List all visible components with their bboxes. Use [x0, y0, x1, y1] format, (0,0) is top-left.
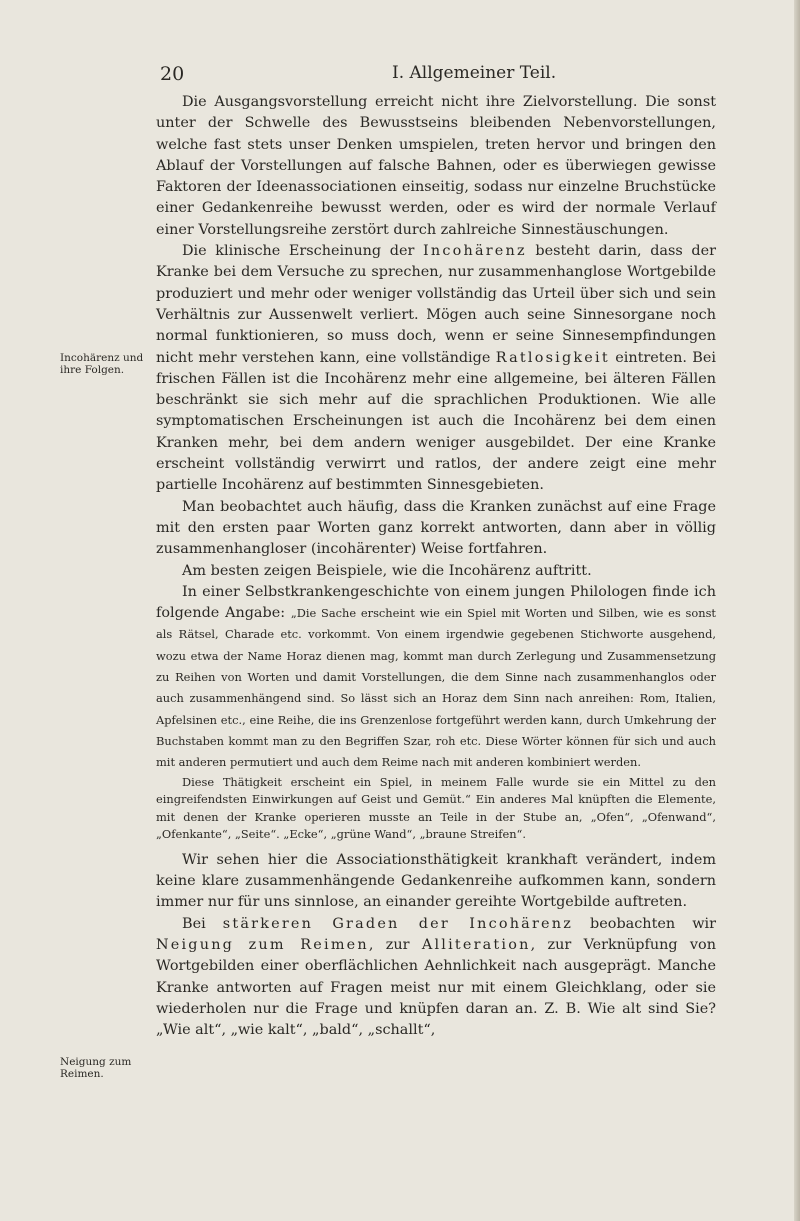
running-title: I. Allgemeiner Teil.: [392, 63, 557, 83]
paragraph-examples: Am besten zeigen Beispiele, wie die Incohärenz auftritt.: [182, 562, 592, 579]
text-run: eintreten. Bei frischen Fällen ist die Incohärenz mehr eine allgemeine, bei älteren Fällen beschränkt sie sich mehr auf die sprachlichen Produktionen. Wie alle symptomatischen Erscheinungen ist auch die Incohärenz bei dem einen Kranken mehr, bei dem andern weniger ausgebildet. Der eine Kranke erscheint vollständig verwirrt und ratlos, der andere zeigt eine mehr partielle Incohärenz auf bestimmten Sinnesgebieten.: [156, 349, 716, 494]
term-incoherence: Incohärenz: [423, 243, 527, 260]
text-run: , zur Verknüpfung von Wortgebilden einer oberflächlichen Aehnlichkeit nach ausgeprägt. Manche Kranke antworten auf Fragen meist nur mit einem Gleichklang, oder sie wiederholen nur die Frage und knüpfen daran an. Z. B. Wie alt sind Sie? „Wie alt“, „wie kalt“, „bald“, „schallt“,: [156, 937, 716, 1039]
term-alliteration: Alliteration: [421, 937, 531, 954]
body-text: [156, 92, 716, 1042]
paragraph-case: [156, 582, 716, 774]
paragraph-rhyming: [156, 914, 716, 1042]
term-rhyming: Neigung zum Reimen: [156, 937, 369, 954]
margin-note-rhyming: Neigung zum Reimen.: [60, 1056, 132, 1080]
margin-note-incoherence: Incohärenz und ihre Folgen.: [60, 352, 144, 376]
text-run: besteht darin, dass der Kranke bei dem Versuche zu sprechen, nur zusammenhanglose Wortgebilde produziert und mehr oder weniger vollständig das Urteil über sich und sein Verhältnis zur Aussenwelt verliert. Mögen auch seine Sinnesorgane noch normal funktionieren, so muss doch, wenn er seine Sinnesempfindungen nicht mehr verstehen kann, eine vollständige: [156, 243, 716, 366]
text-run: , zur: [368, 937, 422, 954]
term-ratlosigkeit: Ratlosigkeit: [495, 349, 610, 366]
term-stronger-degrees: stärkeren Graden der Incohärenz: [222, 915, 573, 932]
quote-continuation: Diese Thätigkeit erscheint ein Spiel, in meinem Falle wurde sie ein Mittel zu den eingreifendsten Einwirkungen auf Geist und Gemüt.“ Ein anderes Mal knüpften die Elemente, mit denen der Kranke operieren musste an Teile in der Stube an, „Ofen“, „Ofenwand“, „Ofenkante“, „Seite“. „Ecke“, „grüne Wand“, „braune Streifen“.: [156, 774, 716, 842]
page-number: 20: [160, 63, 185, 85]
paragraph-intro: Die Ausgangsvorstellung erreicht nicht ihre Zielvorstellung. Die sonst unter der Schwelle des Bewusstseins bleibenden Nebenvorstellungen, welche fast stets unser Denken umspielen, treten hervor und bringen den Ablauf der Vorstellungen auf falsche Bahnen, oder es überwiegen gewisse Faktoren der Ideenassociationen einseitig, sodass nur einzelne Bruchstücke einer Gedankenreihe bewusst werden, oder es wird der normale Verlauf einer Vorstellungsreihe zerstört durch zahlreiche Sinnestäuschungen.: [156, 94, 716, 238]
paragraph-association: Wir sehen hier die Associationsthätigkeit krankhaft verändert, indem keine klare zusammenhängende Gedankenreihe aufkommen kann, sondern immer nur für uns sinnlose, an einander gereihte Wortgebilde auftreten.: [156, 851, 716, 911]
page-edge-shadow: [794, 0, 800, 1221]
running-head: [160, 63, 740, 85]
quote-start: „Die Sache erscheint wie ein Spiel mit Worten und Silben, wie es sonst als Rätsel, Charade etc. vorkommt. Von einem irgendwie gegebenen Stichworte ausgehend, wozu etwa der Name Horaz dienen mag, kommt man durch Zerlegung und Zusammensetzung zu Reihen von Worten und damit Vorstellungen, die dem Sinne nach zusammenhanglos oder auch zusammenhängend sind. So lässt sich an Horaz dem Sinn nach anreihen: Rom, Italien, Apfelsinen etc., eine Reihe, die ins Grenzenlose fortgeführt werden kann, durch Umkehrung der Buchstaben kommt man zu den Begriffen Szar, roh etc. Diese Wörter können für sich und auch mit anderen permutiert und auch dem Reime nach mit anderen kombiniert werden.: [156, 606, 716, 770]
paragraph-incoherence: [156, 241, 716, 497]
text-run: Bei: [182, 915, 223, 932]
text-run: beobachten wir: [573, 915, 716, 932]
text-run: In einer Selbstkrankengeschichte von einem jungen Philologen finde ich folgende Angabe:: [156, 583, 716, 622]
text-run: Die klinische Erscheinung der: [182, 243, 423, 260]
paragraph-observation: Man beobachtet auch häufig, dass die Kranken zunächst auf eine Frage mit den ersten paar Worten ganz korrekt antworten, dann aber in völlig zusammenhangloser (incohärenter) Weise fortfahren.: [156, 498, 716, 558]
